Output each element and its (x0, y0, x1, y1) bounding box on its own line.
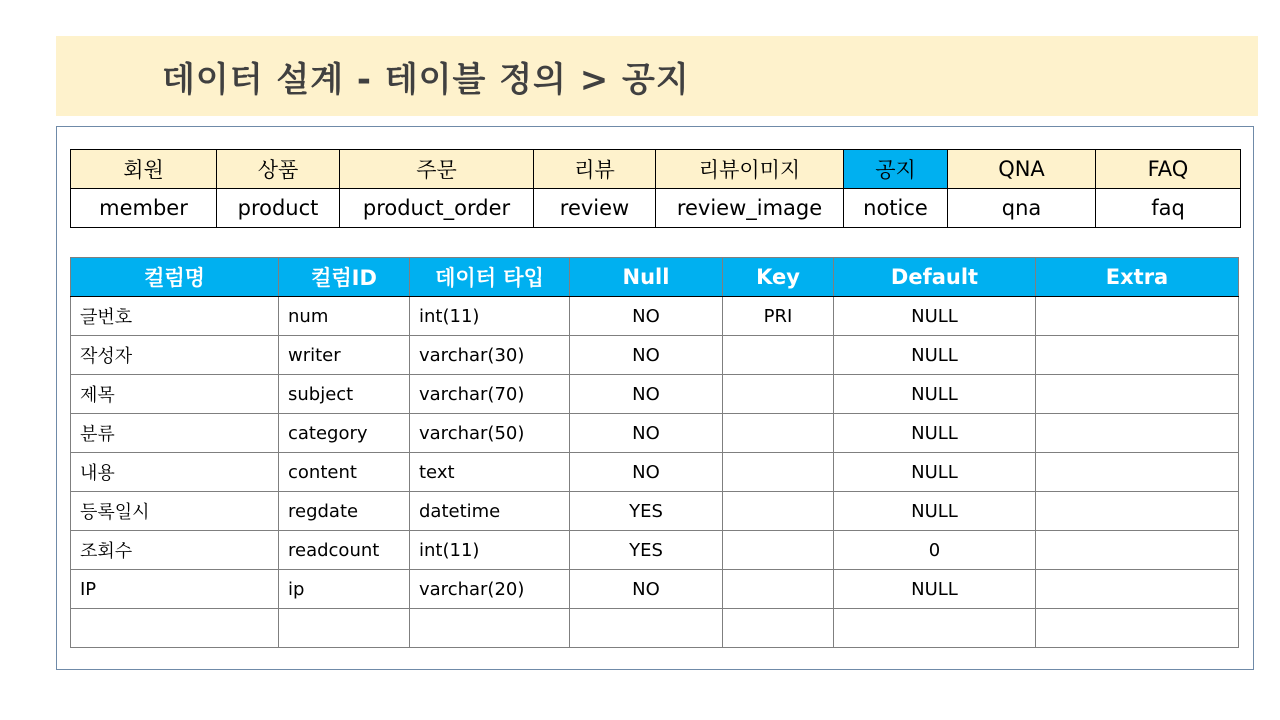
cell-column-name: IP (71, 570, 279, 609)
table-row (71, 375, 1239, 414)
cell-null: NO (570, 336, 723, 375)
cell-default: NULL (834, 375, 1036, 414)
cell-data-type (410, 609, 570, 648)
cell-null: NO (570, 414, 723, 453)
cell-null: NO (570, 297, 723, 336)
cell-column-id (279, 609, 410, 648)
cell-null: YES (570, 531, 723, 570)
tab-member[interactable]: 회원 (71, 150, 217, 189)
cell-default: NULL (834, 453, 1036, 492)
table-name-product: product (217, 189, 340, 228)
cell-default: NULL (834, 492, 1036, 531)
cell-column-name: 조회수 (71, 531, 279, 570)
cell-column-id: content (279, 453, 410, 492)
cell-null (570, 609, 723, 648)
cell-key (723, 570, 834, 609)
cell-column-name: 제목 (71, 375, 279, 414)
cell-default: 0 (834, 531, 1036, 570)
cell-column-name: 분류 (71, 414, 279, 453)
cell-column-name: 등록일시 (71, 492, 279, 531)
cell-data-type: varchar(20) (410, 570, 570, 609)
header-default: Default (834, 258, 1036, 297)
cell-null: YES (570, 492, 723, 531)
cell-data-type: datetime (410, 492, 570, 531)
tab-qna[interactable]: QNA (948, 150, 1096, 189)
header-data-type: 데이터 타입 (410, 258, 570, 297)
header-extra: Extra (1036, 258, 1239, 297)
tab-review[interactable]: 리뷰 (534, 150, 656, 189)
cell-key (723, 414, 834, 453)
cell-extra (1036, 531, 1239, 570)
table-row (71, 570, 1239, 609)
table-name-review: review (534, 189, 656, 228)
header-column-id: 컬럼ID (279, 258, 410, 297)
table-name-faq: faq (1096, 189, 1241, 228)
cell-extra (1036, 375, 1239, 414)
cell-default: NULL (834, 297, 1036, 336)
cell-data-type: text (410, 453, 570, 492)
cell-column-id: ip (279, 570, 410, 609)
cell-extra (1036, 453, 1239, 492)
schema-table (70, 257, 1239, 648)
cell-data-type: varchar(70) (410, 375, 570, 414)
cell-extra (1036, 297, 1239, 336)
cell-default: NULL (834, 570, 1036, 609)
cell-extra (1036, 414, 1239, 453)
table-name-qna: qna (948, 189, 1096, 228)
cell-column-id: regdate (279, 492, 410, 531)
header-column-name: 컬럼명 (71, 258, 279, 297)
tab-faq[interactable]: FAQ (1096, 150, 1241, 189)
cell-key (723, 531, 834, 570)
table-row (71, 453, 1239, 492)
tab-product[interactable]: 상품 (217, 150, 340, 189)
cell-default (834, 609, 1036, 648)
table-row (71, 336, 1239, 375)
cell-column-name: 내용 (71, 453, 279, 492)
cell-key (723, 336, 834, 375)
cell-data-type: varchar(50) (410, 414, 570, 453)
schema-header-row (71, 258, 1239, 297)
cell-null: NO (570, 375, 723, 414)
cell-data-type: int(11) (410, 531, 570, 570)
cell-extra (1036, 609, 1239, 648)
table-row (71, 492, 1239, 531)
cell-data-type: varchar(30) (410, 336, 570, 375)
cell-data-type: int(11) (410, 297, 570, 336)
table-row (71, 297, 1239, 336)
page-title: 데이터 설계 - 테이블 정의 > 공지 (162, 60, 690, 100)
table-name-member: member (71, 189, 217, 228)
cell-column-id: num (279, 297, 410, 336)
cell-extra (1036, 570, 1239, 609)
cell-null: NO (570, 570, 723, 609)
table-label-row (71, 150, 1241, 189)
cell-key (723, 453, 834, 492)
table-name-product-order: product_order (340, 189, 534, 228)
cell-extra (1036, 336, 1239, 375)
tab-product-order[interactable]: 주문 (340, 150, 534, 189)
tab-review-image[interactable]: 리뷰이미지 (656, 150, 844, 189)
table-row (71, 531, 1239, 570)
cell-column-id: readcount (279, 531, 410, 570)
header-key: Key (723, 258, 834, 297)
table-row (71, 414, 1239, 453)
cell-extra (1036, 492, 1239, 531)
title-bar (56, 36, 1258, 116)
cell-key: PRI (723, 297, 834, 336)
cell-key (723, 609, 834, 648)
cell-default: NULL (834, 414, 1036, 453)
cell-column-id: subject (279, 375, 410, 414)
table-row (71, 609, 1239, 648)
cell-key (723, 375, 834, 414)
cell-column-id: writer (279, 336, 410, 375)
cell-key (723, 492, 834, 531)
tab-notice[interactable]: 공지 (844, 150, 948, 189)
cell-column-name: 글번호 (71, 297, 279, 336)
cell-null: NO (570, 453, 723, 492)
table-nav (70, 149, 1241, 228)
table-name-row (71, 189, 1241, 228)
header-null: Null (570, 258, 723, 297)
cell-default: NULL (834, 336, 1036, 375)
cell-column-name (71, 609, 279, 648)
table-name-notice: notice (844, 189, 948, 228)
table-name-review-image: review_image (656, 189, 844, 228)
cell-column-id: category (279, 414, 410, 453)
cell-column-name: 작성자 (71, 336, 279, 375)
